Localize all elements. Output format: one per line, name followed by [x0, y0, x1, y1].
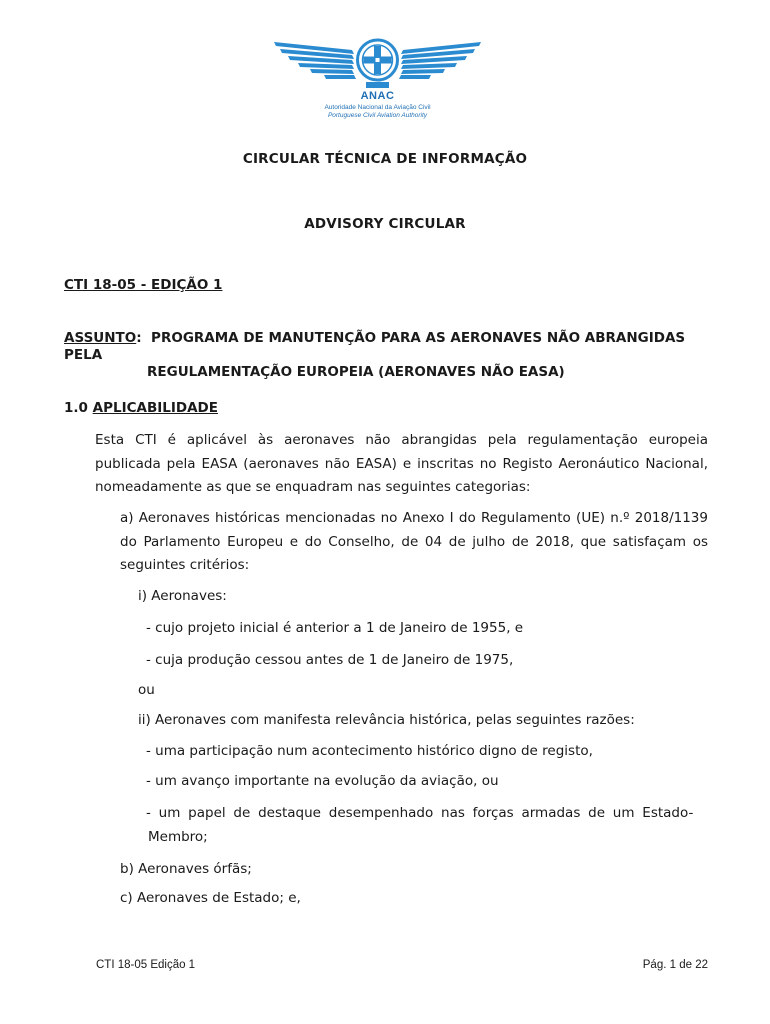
footer-page-number: Pág. 1 de 22	[642, 959, 708, 971]
item-a-i: i) Aeronaves:	[138, 588, 227, 604]
anac-logo	[270, 34, 485, 124]
logo-subtitle-pt: Autoridade Nacional da Aviação Civil	[324, 104, 431, 111]
document-reference	[64, 277, 222, 293]
section-number: 1.0	[64, 400, 88, 416]
title-pt: CIRCULAR TÉCNICA DE INFORMAÇÃO	[242, 151, 528, 167]
item-c: c) Aeronaves de Estado; e,	[120, 890, 301, 906]
item-a-ii-2: - um avanço importante na evolução da aviação, ou	[146, 773, 499, 789]
footer-reference: CTI 18-05 Edição 1	[96, 959, 196, 971]
intro-paragraph: Esta CTI é aplicável às aeronaves não abrangidas pela regulamentação europeia publicada pela EASA (aeronaves não EASA) e inscritas no Registo Aeronáutico Nacional, nomeadamente as que se enquadram nas seguintes categorias:	[95, 432, 708, 495]
subject-block	[64, 330, 714, 381]
subject-line-1: ASSUNTO: PROGRAMA DE MANUTENÇÃO PARA AS AERONAVES NÃO ABRANGIDAS PELA	[64, 330, 686, 363]
item-b: b) Aeronaves órfãs;	[120, 861, 252, 877]
logo-subtitle-en: Portuguese Civil Aviation Authority	[327, 112, 428, 119]
item-a-paragraph: a) Aeronaves históricas mencionadas no Anexo I do Regulamento (UE) n.º 2018/1139 do Parlamento Europeu e do Conselho, de 04 de julho de 2018, que satisfaçam os seguintes critérios:	[120, 510, 708, 573]
subject-text-1: PROGRAMA DE MANUTENÇÃO PARA AS AERONAVES NÃO ABRANGIDAS PELA	[64, 330, 686, 363]
document-reference-text: CTI 18-05 - EDIÇÃO 1	[64, 277, 223, 293]
subject-text-2: REGULAMENTAÇÃO EUROPEIA (AERONAVES NÃO EASA)	[147, 364, 565, 380]
section-title: APLICABILIDADE	[92, 400, 218, 416]
item-a-ii-3b: Membro;	[148, 829, 208, 845]
item-a-i-1: - cujo projeto inicial é anterior a 1 de Janeiro de 1955, e	[146, 620, 524, 636]
item-a-ii: ii) Aeronaves com manifesta relevância histórica, pelas seguintes razões:	[138, 712, 635, 728]
logo-acronym: ANAC	[360, 90, 395, 102]
item-a-ii-3a: - um papel de destaque desempenhado nas forças armadas de um Estado-	[146, 805, 694, 821]
item-a-i-2: - cuja produção cessou antes de 1 de Janeiro de 1975,	[146, 652, 514, 668]
title-en: ADVISORY CIRCULAR	[304, 216, 466, 232]
anac-wings-icon	[270, 34, 485, 96]
or-text: ou	[138, 682, 155, 698]
subject-label: ASSUNTO	[64, 330, 137, 346]
item-a-ii-1: - uma participação num acontecimento histórico digno de registo,	[146, 743, 593, 759]
section-heading	[64, 400, 218, 416]
